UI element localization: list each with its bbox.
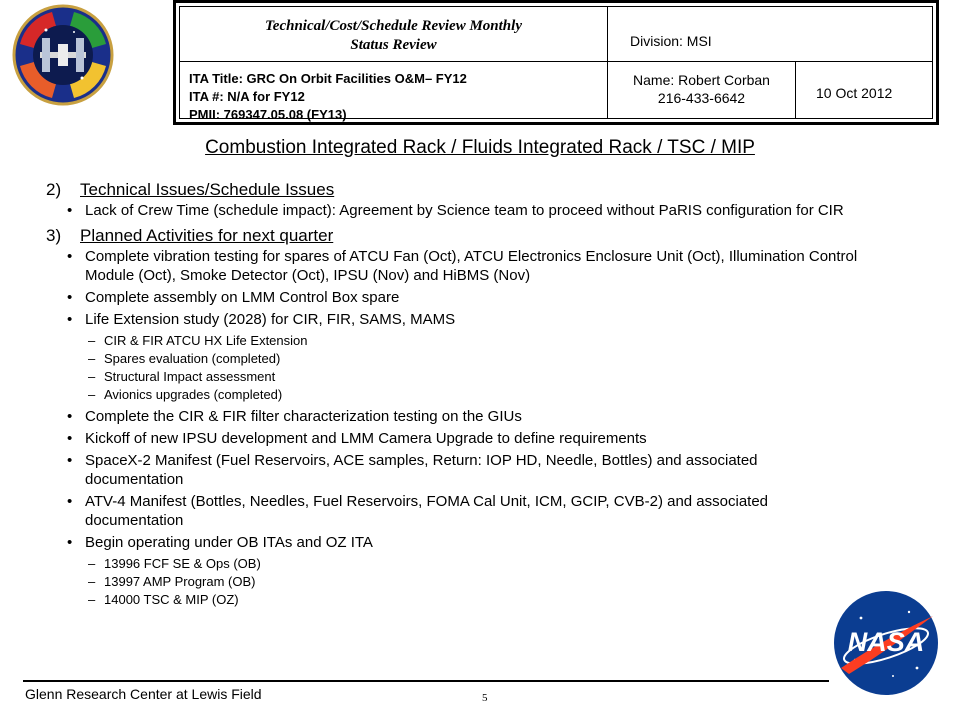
page-number: 5 [482,692,488,704]
list-item-text: Life Extension study (2028) for CIR, FIR, SAMS, MAMS [85,311,456,328]
sub-list-item [40,386,860,404]
bullet-marker: • [67,452,73,469]
dash-marker: – [88,387,96,402]
list-item-text: Begin operating under OB ITAs and OZ ITA [85,534,373,551]
nasa-logo [831,588,941,698]
bullet-marker: • [67,408,73,425]
list-item-text: Complete vibration testing for spares of ATCU Fan (Oct), ATCU Electronics Enclosure Unit (Oct), Illumination Control Module (Oct), Smoke Detector (Oct), IPSU (Nov) and HiBMS (Nov) [85,248,858,284]
list-item [40,533,860,552]
sub-list-item [40,591,860,609]
bullet-marker: • [67,202,73,219]
review-title-cell [180,7,608,62]
sub-list-container [40,332,860,404]
bullet-marker: • [67,311,73,328]
list-item-text: ATV-4 Manifest (Bottles, Needles, Fuel Reservoirs, FOMA Cal Unit, ICM, GCIP, CVB-2) and associated documentation [85,493,769,529]
page-title: Combustion Integrated Rack / Fluids Integrated Rack / TSC / MIP [205,137,755,158]
bullet-marker: • [67,430,73,447]
sub-list-item [40,332,860,350]
dash-marker: – [88,574,96,589]
list-item [40,492,860,530]
list-item [40,407,860,426]
ita-number: ITA #: N/A for FY12 [189,89,305,104]
sub-list-item-text: Structural Impact assessment [104,369,276,384]
bullet-marker: • [67,493,73,510]
sub-list-item [40,350,860,368]
section-heading-text: Technical Issues/Schedule Issues [80,180,335,199]
bullet-marker: • [67,289,73,306]
sub-list-item-text: 13997 AMP Program (OB) [104,574,256,589]
list-item [40,201,860,220]
list-item-text: Complete the CIR & FIR filter characterization testing on the GIUs [85,408,522,425]
list-item-text: Complete assembly on LMM Control Box spare [85,289,400,306]
sub-list-item [40,368,860,386]
nasa-logo-text: NASA [847,627,925,657]
dash-marker: – [88,369,96,384]
bullet-marker: • [67,534,73,551]
section-heading [46,226,860,246]
sub-list-item-text: CIR & FIR ATCU HX Life Extension [104,333,308,348]
sub-list-item [40,573,860,591]
list-item-text: Lack of Crew Time (schedule impact): Agreement by Science team to proceed without PaRIS configuration for CIR [85,202,844,219]
sub-list-item-text: 13996 FCF SE & Ops (OB) [104,556,261,571]
bullet-marker: • [67,248,73,265]
section-number: 3) [46,226,62,245]
sub-list-item [40,555,860,573]
list-item [40,451,860,489]
footer-divider [23,680,829,682]
sub-list-item-text: 14000 TSC & MIP (OZ) [104,592,239,607]
list-item [40,247,860,285]
dash-marker: – [88,556,96,571]
dash-marker: – [88,333,96,348]
list-item [40,288,860,307]
bullet-list [40,247,860,609]
review-title-line2: Status Review [350,37,437,53]
iss-program-logo [12,4,114,106]
sub-list-item-text: Avionics upgrades (completed) [104,387,283,402]
list-item [40,310,860,329]
sub-list-item-text: Spares evaluation (completed) [104,351,281,366]
contact-name: Name: Robert Corban [633,72,770,88]
list-item-text: SpaceX-2 Manifest (Fuel Reservoirs, ACE samples, Return: IOP HD, Needle, Bottles) and associated documentation [85,452,758,488]
content-body [40,180,860,612]
bullet-list [40,201,860,220]
section-heading [46,180,860,200]
sub-list [40,555,860,609]
contact-phone: 216-433-6642 [657,90,746,106]
dash-marker: – [88,592,96,607]
list-item [40,429,860,448]
section-number: 2) [46,180,62,199]
sub-list [40,332,860,404]
division-cell: Division: MSI [608,7,932,62]
dash-marker: – [88,351,96,366]
ita-info-cell [180,62,608,122]
section-heading-text: Planned Activities for next quarter [80,226,334,245]
sub-list-container [40,555,860,609]
pmii-number: PMII: 769347.05.08 (FY13) [189,107,347,122]
review-title-line1: Technical/Cost/Schedule Review Monthly [265,18,522,34]
ita-title: ITA Title: GRC On Orbit Facilities O&M– FY12 [189,71,467,86]
header-table [173,0,939,125]
list-item-text: Kickoff of new IPSU development and LMM Camera Upgrade to define requirements [85,430,647,447]
contact-cell [608,62,796,118]
footer-center-name: Glenn Research Center at Lewis Field [25,686,262,702]
date-cell: 10 Oct 2012 [816,85,893,101]
